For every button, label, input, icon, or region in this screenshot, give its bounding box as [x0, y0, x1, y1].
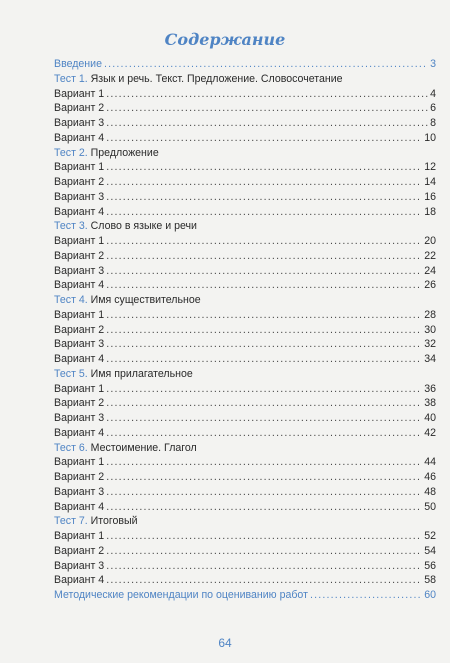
dot-leader: [106, 249, 422, 264]
test-number: Тест 4.: [54, 294, 88, 306]
dot-leader: [106, 559, 422, 574]
test-heading: [54, 367, 436, 382]
toc-entry-label: Вариант 2: [54, 249, 105, 262]
dot-leader: [106, 411, 422, 426]
dot-leader: [106, 485, 422, 500]
dot-leader: [106, 470, 422, 485]
toc-page-number: 20: [424, 235, 436, 247]
toc-entry-variant: [54, 559, 436, 574]
dot-leader: [106, 205, 422, 220]
toc-entry-label: Вариант 3: [54, 412, 105, 424]
toc-entry-variant: [54, 485, 436, 500]
test-number: Тест 1.: [54, 72, 88, 85]
toc-entry-variant: [54, 249, 436, 264]
toc-entry-label: Вариант 1: [54, 456, 105, 469]
toc-page-number: 26: [424, 279, 436, 292]
toc-entry-label: Введение: [54, 58, 102, 70]
toc-entry-variant: [54, 234, 436, 249]
toc-page-number: 12: [424, 161, 436, 174]
toc-entry-label: Вариант 1: [54, 530, 105, 542]
page-title: Содержание: [164, 30, 286, 49]
toc-entry-variant: [54, 396, 436, 411]
toc-entry-label: Вариант 1: [54, 308, 105, 321]
toc-page-number: 6: [430, 102, 436, 115]
toc-entry-label: Вариант 4: [54, 353, 105, 365]
test-heading: [54, 72, 436, 87]
toc-entry-variant: [54, 323, 436, 338]
toc-entry-variant: [54, 352, 436, 367]
toc-page-number: 32: [424, 338, 436, 351]
dot-leader: [106, 544, 422, 559]
toc-entry-intro: [54, 57, 436, 72]
toc-page-number: 50: [424, 500, 436, 513]
toc-page-number: 16: [424, 190, 436, 203]
toc-page-number: 46: [424, 471, 436, 483]
dot-leader: [106, 426, 422, 441]
toc-entry-label: Вариант 3: [54, 485, 105, 498]
toc-entry-label: Вариант 2: [54, 323, 105, 336]
toc-entry-label: Вариант 2: [54, 471, 105, 483]
dot-leader: [106, 190, 422, 205]
toc-entry-variant: [54, 160, 436, 175]
toc-entry-label: Вариант 3: [54, 338, 105, 351]
toc-entry-variant: [54, 411, 436, 426]
toc-page-number: 34: [424, 353, 436, 365]
toc-entry-label: Вариант 4: [54, 426, 105, 439]
dot-leader: [106, 337, 422, 352]
toc-page-number: 54: [424, 544, 436, 557]
toc-entry-variant: [54, 264, 436, 279]
dot-leader: [104, 57, 428, 72]
toc-entry-variant: [54, 175, 436, 190]
test-number: Тест 2.: [54, 146, 88, 159]
toc-page-number: 4: [430, 87, 436, 100]
test-name: Местоимение. Глагол: [90, 441, 197, 454]
toc-page-number: 42: [424, 426, 436, 439]
test-heading: [54, 441, 436, 456]
toc-entry-label: Вариант 4: [54, 205, 105, 218]
dot-leader: [106, 323, 422, 338]
toc-entry-label: Вариант 1: [54, 87, 105, 100]
test-number: Тест 6.: [54, 441, 88, 454]
test-heading: [54, 146, 436, 161]
test-number: Тест 5.: [54, 367, 88, 380]
toc-page-number: 56: [424, 559, 436, 572]
toc-entry-variant: [54, 455, 436, 470]
table-of-contents: [54, 57, 436, 603]
toc-tests: [54, 72, 436, 588]
test-name: Предложение: [90, 146, 159, 159]
test-heading: [54, 219, 436, 234]
toc-entry-variant: [54, 278, 436, 293]
dot-leader: [106, 234, 422, 249]
test-name: Имя существительное: [90, 294, 201, 306]
dot-leader: [106, 455, 422, 470]
dot-leader: [106, 264, 422, 279]
toc-entry-label: Вариант 2: [54, 397, 105, 410]
test-heading: [54, 293, 436, 308]
toc-entry-label: Вариант 2: [54, 544, 105, 557]
toc-entry-variant: [54, 101, 436, 116]
toc-entry-variant: [54, 308, 436, 323]
toc-page-number: 58: [424, 574, 436, 587]
toc-entry-label: Методические рекомендации по оцениванию работ: [54, 589, 308, 601]
toc-page-number: 52: [424, 530, 436, 542]
test-name: Язык и речь. Текст. Предложение. Словосочетание: [90, 72, 343, 85]
toc-entry-variant: [54, 205, 436, 220]
toc-page-number: 14: [424, 176, 436, 188]
test-name: Слово в языке и речи: [90, 220, 197, 233]
dot-leader: [106, 101, 428, 116]
toc-entry-label: Вариант 4: [54, 574, 105, 587]
dot-leader: [106, 308, 422, 323]
toc-entry-label: Вариант 3: [54, 559, 105, 572]
toc-page-number: 60: [424, 589, 436, 601]
toc-entry-variant: [54, 131, 436, 146]
toc-page-number: 18: [424, 205, 436, 218]
toc-page-number: 40: [424, 412, 436, 424]
toc-entry-label: Вариант 1: [54, 235, 105, 247]
toc-entry-variant: [54, 426, 436, 441]
test-name: Имя прилагательное: [90, 367, 193, 380]
dot-leader: [310, 588, 422, 603]
toc-page-number: 24: [424, 264, 436, 277]
test-name: Итоговый: [90, 515, 138, 528]
toc-entry-variant: [54, 337, 436, 352]
toc-entry-label: Вариант 4: [54, 279, 105, 292]
dot-leader: [106, 278, 422, 293]
toc-entry-variant: [54, 190, 436, 205]
toc-entry-methodology: [54, 588, 436, 603]
toc-entry-label: Вариант 4: [54, 131, 105, 144]
test-number: Тест 7.: [54, 515, 88, 528]
toc-page-number: 36: [424, 382, 436, 395]
toc-entry-variant: [54, 544, 436, 559]
toc-page-number: 22: [424, 249, 436, 262]
dot-leader: [106, 573, 422, 588]
dot-leader: [106, 352, 422, 367]
dot-leader: [106, 175, 422, 190]
dot-leader: [106, 529, 422, 544]
toc-entry-variant: [54, 529, 436, 544]
toc-page-number: 28: [424, 308, 436, 321]
dot-leader: [106, 160, 422, 175]
dot-leader: [106, 87, 428, 102]
dot-leader: [106, 382, 422, 397]
toc-entry-label: Вариант 1: [54, 382, 105, 395]
toc-entry-label: Вариант 2: [54, 176, 105, 188]
toc-entry-variant: [54, 573, 436, 588]
toc-page-number: 8: [430, 117, 436, 129]
toc-entry-label: Вариант 3: [54, 117, 105, 129]
toc-page-number: 30: [424, 323, 436, 336]
test-number: Тест 3.: [54, 220, 88, 233]
dot-leader: [106, 116, 428, 131]
toc-page-number: 10: [424, 131, 436, 144]
dot-leader: [106, 396, 422, 411]
page-number: 64: [218, 636, 232, 650]
toc-page-number: 3: [430, 58, 436, 70]
toc-entry-variant: [54, 382, 436, 397]
toc-entry-variant: [54, 470, 436, 485]
toc-entry-label: Вариант 2: [54, 102, 105, 115]
toc-entry-label: Вариант 1: [54, 161, 105, 174]
toc-entry-variant: [54, 500, 436, 515]
dot-leader: [106, 131, 422, 146]
test-heading: [54, 514, 436, 529]
toc-entry-label: Вариант 3: [54, 190, 105, 203]
toc-entry-label: Вариант 3: [54, 264, 105, 277]
toc-page-number: 38: [424, 397, 436, 410]
toc-entry-variant: [54, 116, 436, 131]
toc-page-number: 48: [424, 485, 436, 498]
toc-entry-variant: [54, 87, 436, 102]
toc-page-number: 44: [424, 456, 436, 469]
dot-leader: [106, 500, 422, 515]
toc-entry-label: Вариант 4: [54, 500, 105, 513]
